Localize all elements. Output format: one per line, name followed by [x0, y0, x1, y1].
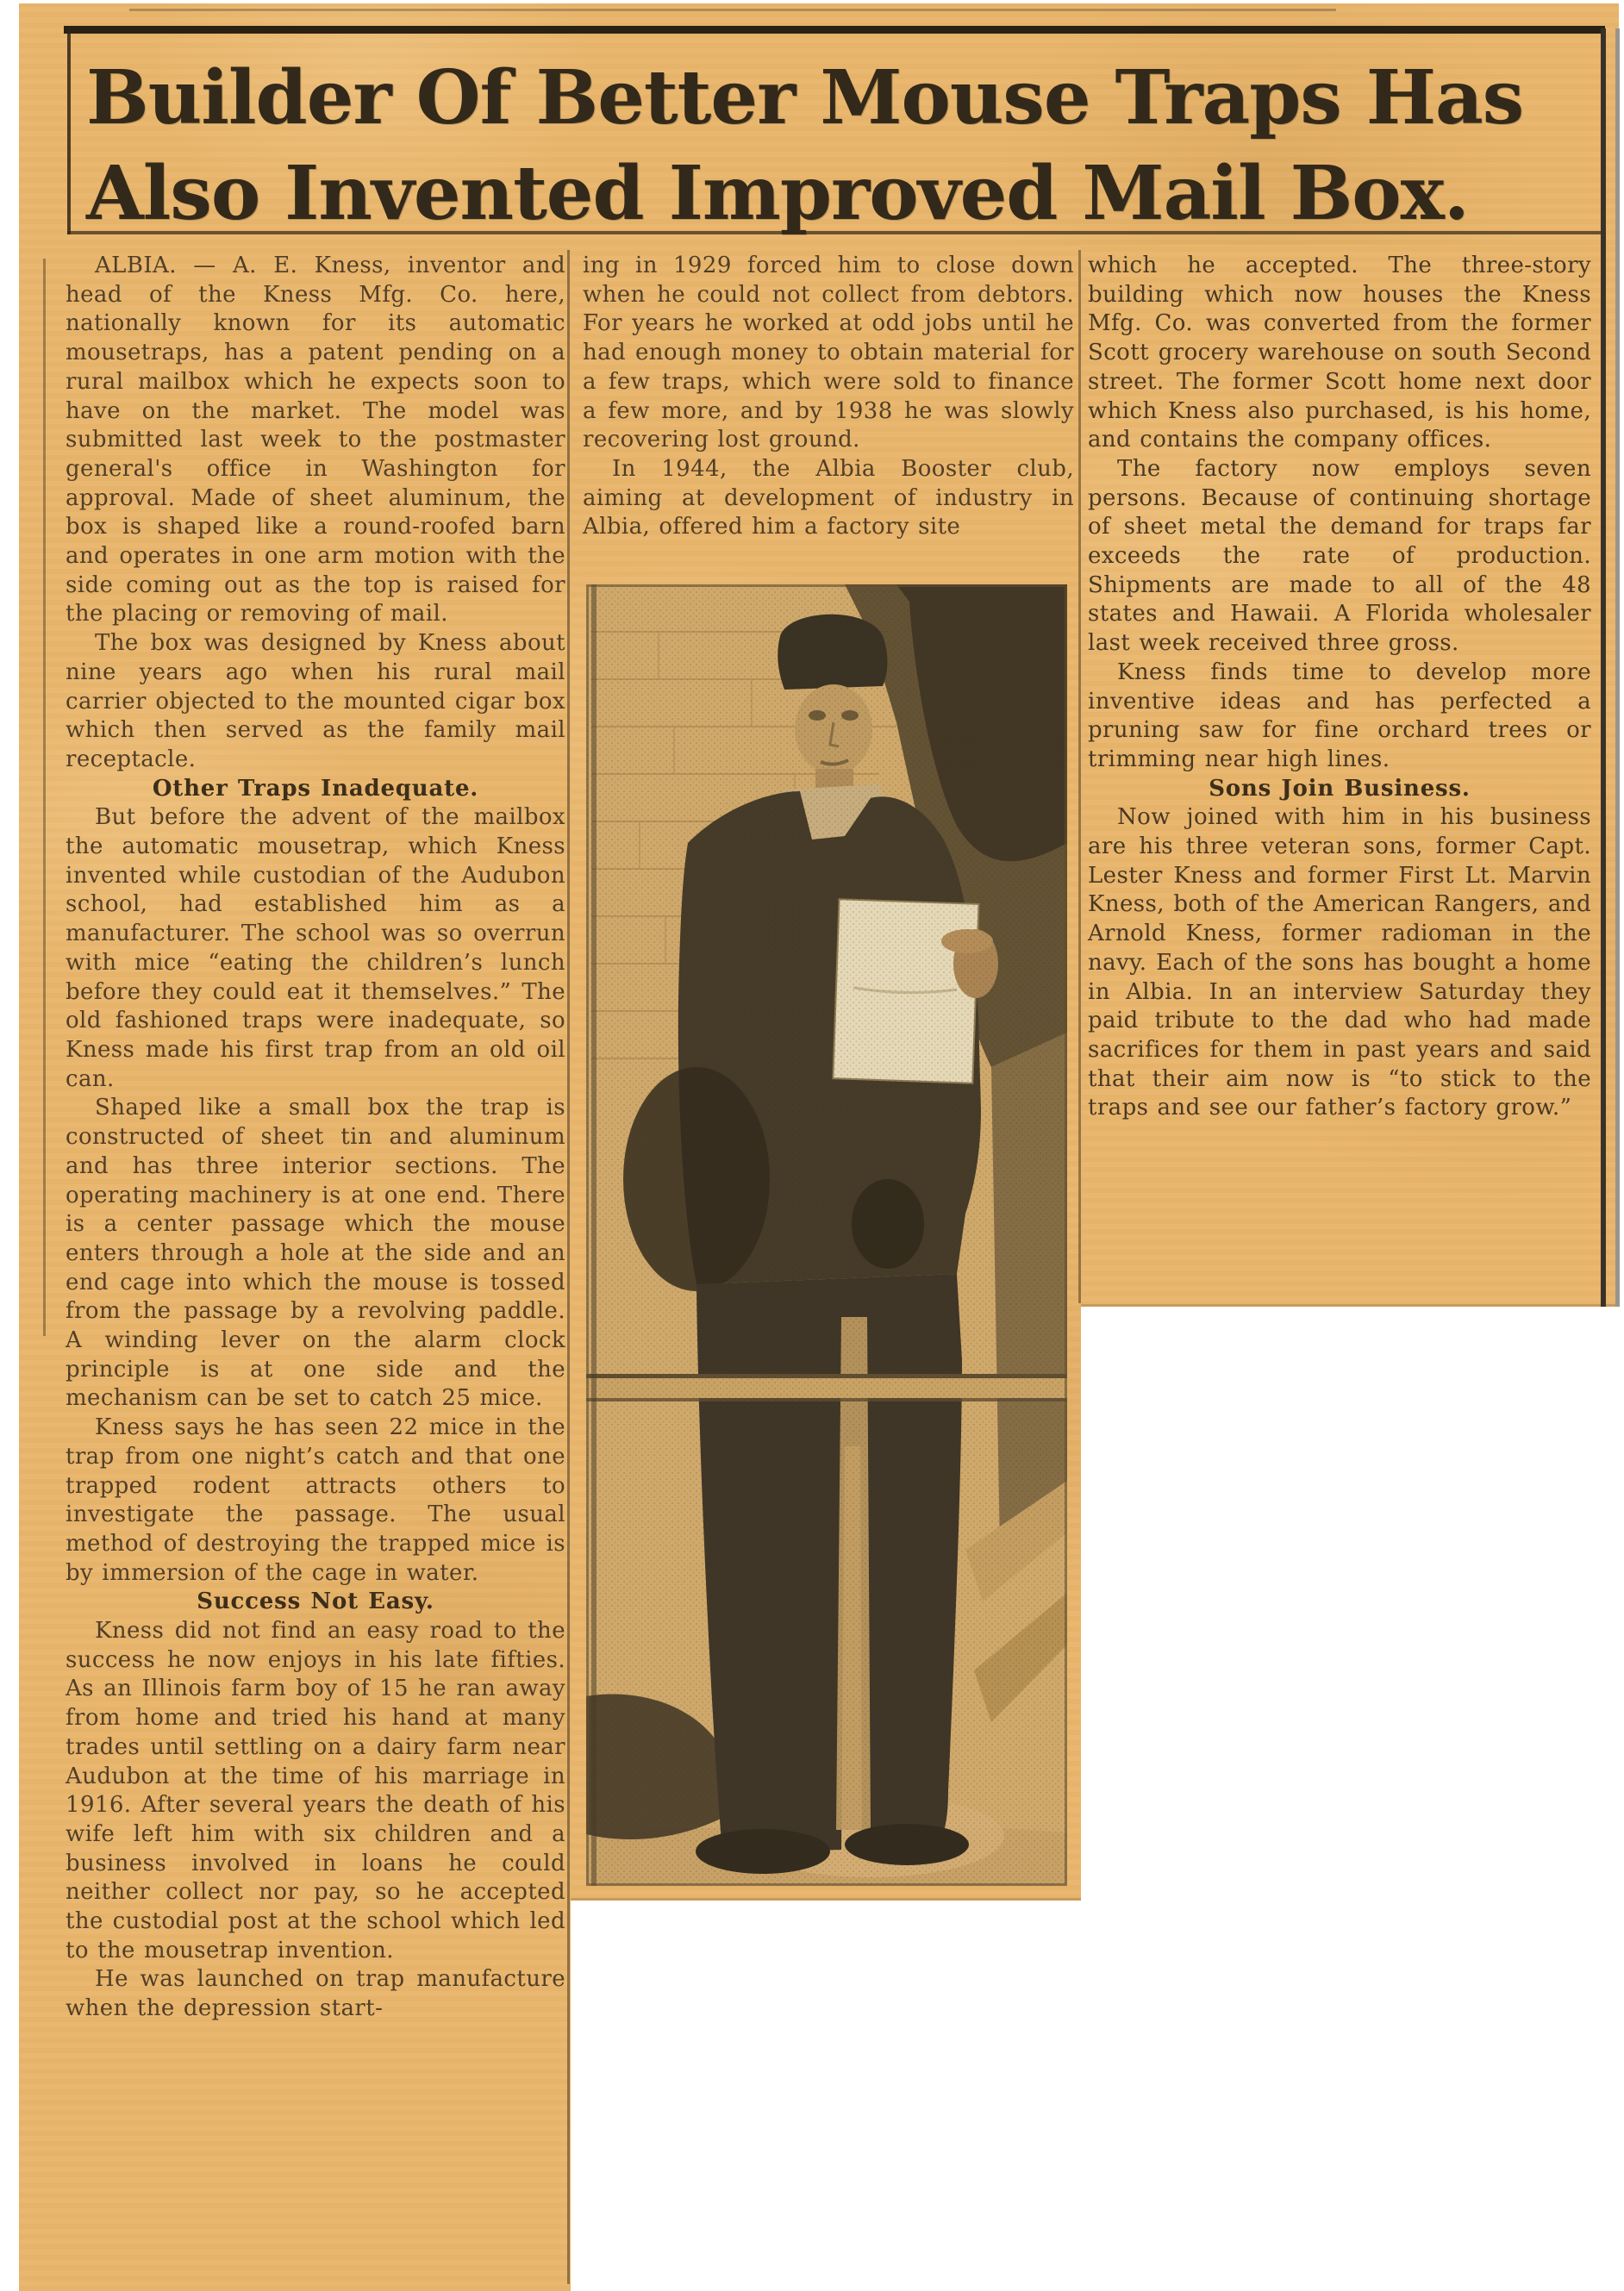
article-paragraph: The factory now employs seven persons. Because of continuing shortage of sheet metal the demand for traps far exceeds the rate of production. Shipments are made to all of the 48 states and Hawaii. A Florida wholesaler last week received three gross.	[1088, 455, 1591, 657]
headline-line-1: Builder Of Better Mouse Traps Has	[86, 54, 1524, 141]
article-paragraph: In 1944, the Albia Booster club, aiming at development of industry in Albia, offered him a factory site	[583, 455, 1074, 540]
section-subhead-sons-join-business: Sons Join Business.	[1209, 775, 1471, 802]
article-paragraph: Kness says he has seen 22 mice in the trap from one night’s catch and that one trapped rodent attracts others to investigate the passage. The usual method of destroying the trapped mice is by immersion of the cage in water.	[66, 1414, 565, 1586]
halftone-photo	[586, 584, 1067, 1886]
section-subhead-other-traps: Other Traps Inadequate.	[152, 775, 479, 802]
article-paragraph: But before the advent of the mailbox the automatic mousetrap, which Kness invented while custodian of the Audubon school, had established him as a manufacturer. The school was so overrun with mice “eating the children’s lunch before they could eat it themselves.” The old fashioned traps were inadequate, so Kness made his first trap from an old oil can.	[66, 804, 565, 1092]
article-column-1	[66, 252, 565, 2024]
clipping-left-edge-line	[43, 259, 46, 1336]
headline-box-top-rule	[64, 26, 1605, 34]
article-paragraph-continuation: which he accepted. The three-story building which now houses the Kness Mfg. Co. was converted from the former Scott grocery warehouse on south Second street. The former Scott home next door which Kness also purchased, is his home, and contains the company offices.	[1088, 253, 1591, 453]
article-paragraph: The box was designed by Kness about nine years ago when his rural mail carrier objected to the mounted cigar box which then served as the family mail receptacle.	[66, 630, 565, 772]
article-paragraph: ALBIA. — A. E. Kness, inventor and head of the Kness Mfg. Co. here, nationally known for its automatic mousetraps, has a patent pending on a rural mailbox which he expects soon to have on the market. The model was submitted last week to the postmaster general's office in Washington for approval. Made of sheet aluminum, the box is shaped like a round-roofed barn and operates in one arm motion with the side coming out as the top is raised for the placing or removing of mail.	[66, 253, 565, 627]
article-paragraph-continuation: ing in 1929 forced him to close down when he could not collect from debtors. For years he worked at odd jobs until he had enough money to obtain material for a few traps, which were sold to finance a few more, and by 1938 he was slowly recovering lost ground.	[583, 253, 1074, 453]
paper-top-edge-line	[129, 9, 1336, 11]
column-rule-1-2	[567, 250, 570, 2284]
article-paragraph: He was launched on trap manufacture when the depression start-	[66, 1966, 565, 2022]
scan-right-edge-line	[1615, 28, 1620, 1307]
article-paragraph: Kness finds time to develop more inventive ideas and has perfected a pruning saw for fine orchard trees or trimming near high lines.	[1088, 659, 1591, 772]
article-column-2	[583, 252, 1074, 542]
headline-box-left-rule	[67, 28, 71, 234]
column-rule-2-3	[1078, 250, 1081, 1303]
article-paragraph: Kness did not find an easy road to the success he now enjoys in his late fifties. As an Illinois farm boy of 15 he ran away from home and tried his hand at many trades until settling on a dairy farm near Audubon at the time of his marriage in 1916. After several years the death of his wife left him with six children and a business involved in loans he could neither collect nor pay, so he accepted the custodial post at the school which led to the mousetrap invention.	[66, 1618, 565, 1963]
article-paragraph: Now joined with him in his business are his three veteran sons, former Capt. Lester Kness and former First Lt. Marvin Kness, both of the American Rangers, and Arnold Kness, former radioman in the navy. Each of the sons has bought a home in Albia. In an interview Saturday they paid tribute to the dad who had made sacrifices for them in past years and said that their aim now is “to stick to the traps and see our father’s factory grow.”	[1088, 804, 1591, 1121]
article-headline	[86, 50, 1605, 241]
article-column-3	[1088, 252, 1591, 1123]
article-paragraph: Shaped like a small box the trap is constructed of sheet tin and aluminum and has three interior sections. The operating machinery is at one end. There is a center passage which the mouse enters through a hole at the side and an end cage into which the mouse is tossed from the passage by a revolving paddle. A winding lever on the alarm clock principle is at one side and the mechanism can be set to catch 25 mice.	[66, 1095, 565, 1412]
section-subhead-success-not-easy: Success Not Easy.	[197, 1589, 434, 1615]
halftone-overlay	[586, 584, 1067, 1886]
headline-line-2: Also Invented Improved Mail Box.	[86, 150, 1469, 237]
